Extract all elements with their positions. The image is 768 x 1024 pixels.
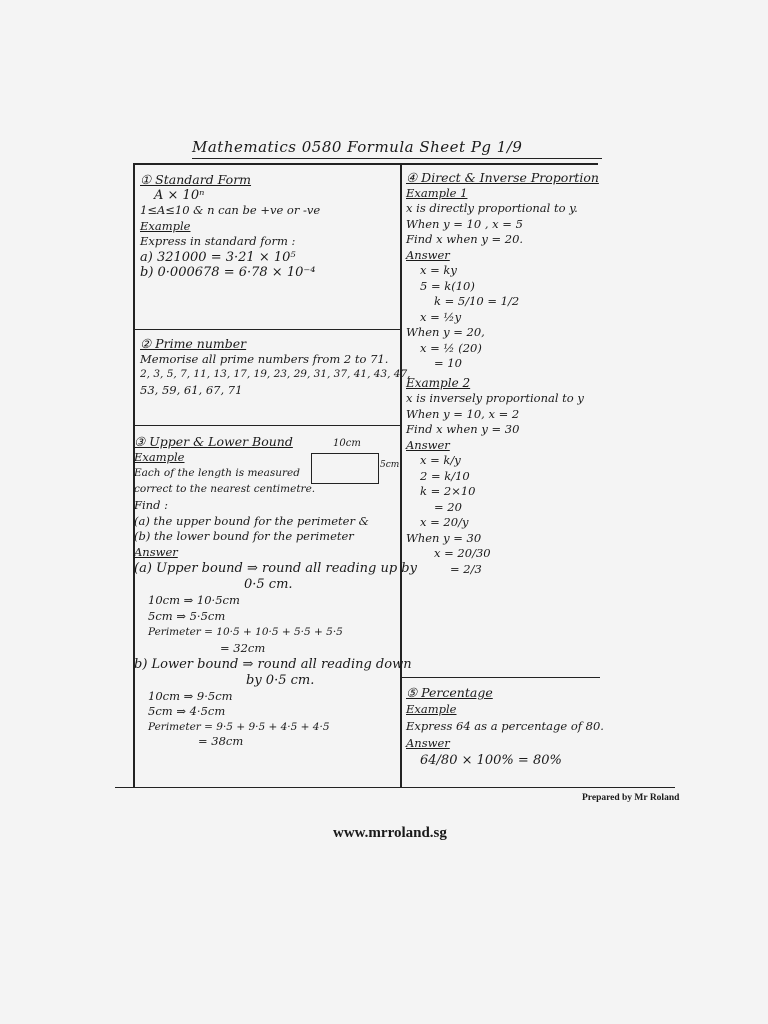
formula-line: x = ½ (20) — [420, 340, 482, 355]
section-percentage — [406, 684, 604, 769]
formula-line: 1≤A≤10 & n can be +ve or -ve — [140, 203, 321, 217]
top-border — [133, 163, 598, 165]
formula-line: = 10 — [434, 356, 462, 370]
formula-line: b) Lower bound ⇒ round all reading down — [134, 656, 412, 672]
section-upper-lower-bound — [134, 434, 417, 747]
formula-line: correct to the nearest centimetre. — [134, 482, 316, 495]
divider-standard-prime — [133, 329, 401, 330]
formula-line: 2, 3, 5, 7, 11, 13, 17, 19, 23, 29, 31, 37, 41, 43, 47, — [140, 368, 411, 380]
page-title: Mathematics 0580 Formula Sheet Pg 1/9 — [192, 138, 602, 159]
formula-line: (a) Upper bound ⇒ round all reading up by — [134, 561, 417, 577]
rectangle-height-label: 5cm — [380, 460, 400, 470]
divider-prime-bounds — [133, 425, 401, 426]
formula-line: 10cm ⇒ 9·5cm — [148, 688, 233, 703]
formula-line: 5cm ⇒ 5·5cm — [148, 608, 226, 623]
section-standard-form — [140, 172, 320, 281]
formula-line: (b) the lower bound for the perimeter — [134, 529, 354, 544]
section-heading: ④ Direct & Inverse Proportion — [406, 170, 599, 185]
formula-line: 5 = k(10) — [420, 278, 475, 293]
formula-line: When y = 20, — [406, 325, 485, 339]
example-label: Example — [134, 449, 185, 464]
formula-line: Express in standard form : — [140, 234, 296, 248]
formula-line: When y = 10 , x = 5 — [406, 216, 523, 231]
formula-line: x = ky — [420, 263, 457, 277]
example-label: Example — [140, 218, 191, 233]
formula-line: Each of the length is measured — [134, 466, 300, 479]
formula-line: Perimeter = 9·5 + 9·5 + 4·5 + 4·5 — [148, 721, 330, 734]
answer-label: Answer — [406, 736, 450, 750]
formula-line: Perimeter = 10·5 + 10·5 + 5·5 + 5·5 — [148, 625, 343, 638]
formula-line: 2 = k/10 — [420, 468, 470, 483]
divider-proportion-percentage — [400, 677, 600, 678]
formula-line: 5cm ⇒ 4·5cm — [148, 704, 226, 719]
example-label: Example — [406, 702, 457, 716]
formula-line: 10cm ⇒ 10·5cm — [148, 593, 240, 608]
formula-line: Find x when y = 30 — [406, 422, 520, 436]
section-heading: ② Prime number — [140, 336, 247, 351]
formula-line: When y = 10, x = 2 — [406, 406, 520, 421]
section-heading: ⑤ Percentage — [406, 685, 493, 700]
formula-line: x is directly proportional to y. — [406, 201, 578, 215]
formula-line: Find x when y = 20. — [406, 232, 524, 246]
formula-line: x = 20/30 — [434, 546, 491, 560]
formula-line: x is inversely proportional to y — [406, 391, 584, 405]
formula-line: by 0·5 cm. — [246, 672, 315, 688]
website-footer: www.mrroland.sg — [333, 825, 447, 841]
formula-line: x = ½y — [420, 309, 462, 324]
formula-line: Find : — [134, 497, 168, 512]
formula-line: b) 0·000678 = 6·78 × 10⁻⁴ — [140, 265, 316, 280]
answer-label: Answer — [406, 437, 450, 452]
formula-line: k = 2×10 — [420, 484, 476, 498]
formula-line: When y = 30 — [406, 530, 482, 545]
formula-line: a) 321000 = 3·21 × 10⁵ — [140, 249, 296, 265]
formula-line: 53, 59, 61, 67, 71 — [140, 382, 243, 397]
formula-line: = 38cm — [198, 734, 244, 749]
rectangle-width-label: 10cm — [333, 438, 361, 449]
formula-line: x = k/y — [420, 453, 461, 467]
answer-label: Answer — [406, 247, 450, 262]
formula-line: k = 5/10 = 1/2 — [434, 294, 520, 308]
formula-line: 64/80 × 100% = 80% — [420, 753, 562, 768]
formula-line: Memorise all prime numbers from 2 to 71. — [140, 351, 389, 366]
formula-line: (a) the upper bound for the perimeter & — [134, 513, 369, 528]
section-direct-inverse-proportion — [406, 170, 599, 577]
example-label: Example 2 — [406, 375, 471, 390]
formula-line: A × 10ⁿ — [154, 187, 205, 203]
bottom-border — [115, 787, 675, 788]
prepared-by-credit: Prepared by Mr Roland — [582, 793, 680, 803]
answer-label: Answer — [134, 545, 178, 560]
formula-line: 0·5 cm. — [244, 577, 293, 593]
formula-line: x = 20/y — [420, 515, 469, 529]
formula-line: = 20 — [434, 499, 462, 514]
formula-line: = 32cm — [220, 640, 266, 655]
formula-line: = 2/3 — [450, 561, 482, 576]
formula-line: Express 64 as a percentage of 80. — [406, 719, 604, 733]
section-heading: ① Standard Form — [140, 172, 252, 187]
section-prime-number — [140, 336, 410, 398]
section-heading: ③ Upper & Lower Bound — [134, 434, 293, 449]
example-label: Example 1 — [406, 185, 468, 200]
